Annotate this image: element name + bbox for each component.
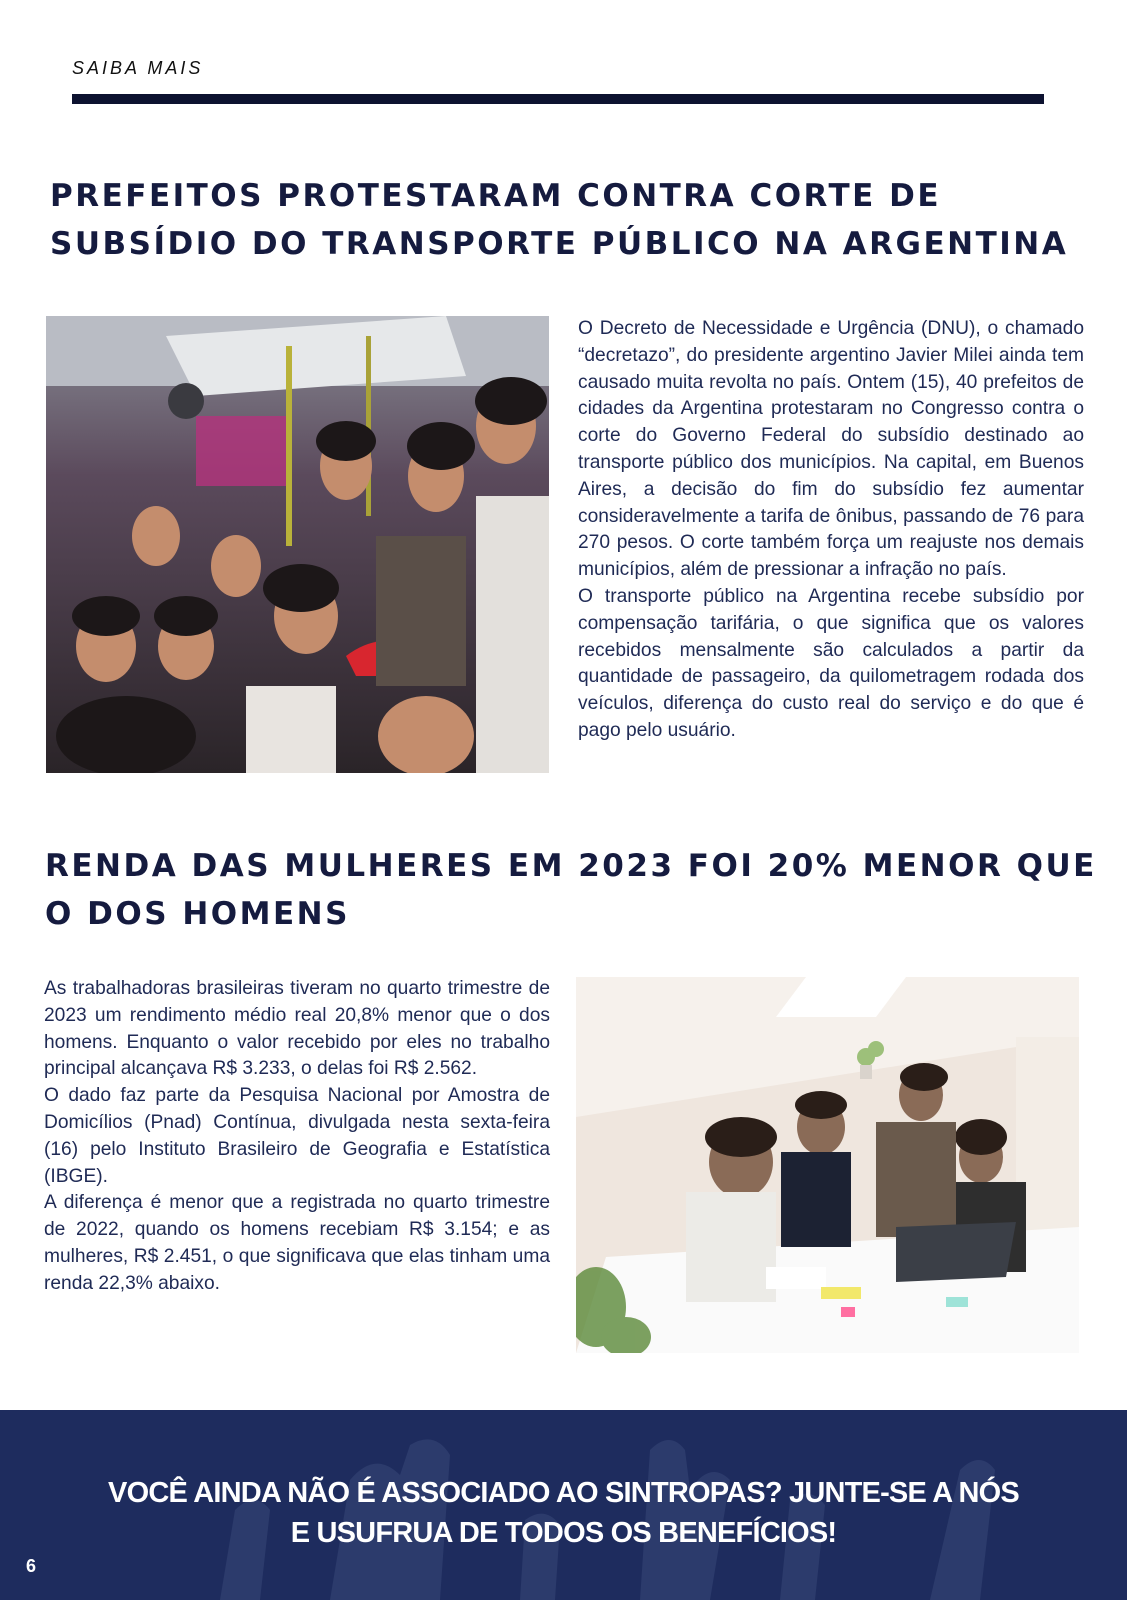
article1-paragraph-1: O Decreto de Necessidade e Urgência (DNU), o chamado “decretazo”, do presidente argentino Javier Milei ainda tem causado muita revolta no país. Ontem (15), 40 prefeitos de cidades da Argentina protestaram no Congresso contra o corte do Governo Federal do subsídio destinado ao transporte público dos municípios. Na capital, em Buenos Aires, a decisão do fim do subsídio fez aumentar consideravelmente a tarifa de ônibus, passando de 76 para 270 pesos. O corte também força um reajuste nos demais municípios, além de pressionar a infração no país. (578, 318, 1084, 581)
article1-paragraph-2: O transporte público na Argentina recebe subsídio por compensação tarifária, o que significa que os valores recebidos mensalmente são calculados a partir da quantidade de passageiro, da quilometragem rodada dos veículos, diferença do custo real do serviço e do que é pago pelo usuário. (578, 585, 1084, 741)
header-rule (72, 94, 1044, 104)
cta-line-1: VOCÊ AINDA NÃO É ASSOCIADO AO SINTROPAS? JUNTE-SE A NÓS (108, 1477, 1019, 1509)
article2-title: RENDA DAS MULHERES EM 2023 FOI 20% MENOR QUE O DOS HOMENS (45, 848, 1097, 932)
article1-body (578, 316, 1084, 745)
office-team-photo (576, 977, 1079, 1353)
bus-passengers-photo (46, 316, 549, 773)
article1-title: PREFEITOS PROTESTARAM CONTRA CORTE DE SUBSÍDIO DO TRANSPORTE PÚBLICO NA ARGENTINA (50, 178, 1069, 262)
article2-body (44, 976, 550, 1298)
article2-paragraph-2: O dado faz parte da Pesquisa Nacional por Amostra de Domicílios (Pnad) Contínua, divulgada nesta sexta-feira (16) pelo Instituto Brasileiro de Geografia e Estatística (IBGE). (44, 1085, 550, 1187)
page-number: 6 (26, 1556, 37, 1576)
membership-banner (0, 1410, 1127, 1600)
cta-line-2: E USUFRUA DE TODOS OS BENEFÍCIOS! (290, 1517, 837, 1549)
membership-call-to-action (0, 1473, 1127, 1553)
article2-paragraph-1: As trabalhadoras brasileiras tiveram no quarto trimestre de 2023 um rendimento médio real 20,8% menor que o dos homens. Enquanto o valor recebido por eles no trabalho principal alcançava R$ 3.233, o delas foi R$ 2.562. (44, 978, 550, 1080)
section-kicker: SAIBA MAIS (72, 58, 204, 78)
article2-paragraph-3: A diferença é menor que a registrada no quarto trimestre de 2022, quando os homens recebiam R$ 3.154; e as mulheres, R$ 2.451, o que significava que elas tinham uma renda 22,3% abaixo. (44, 1192, 550, 1294)
